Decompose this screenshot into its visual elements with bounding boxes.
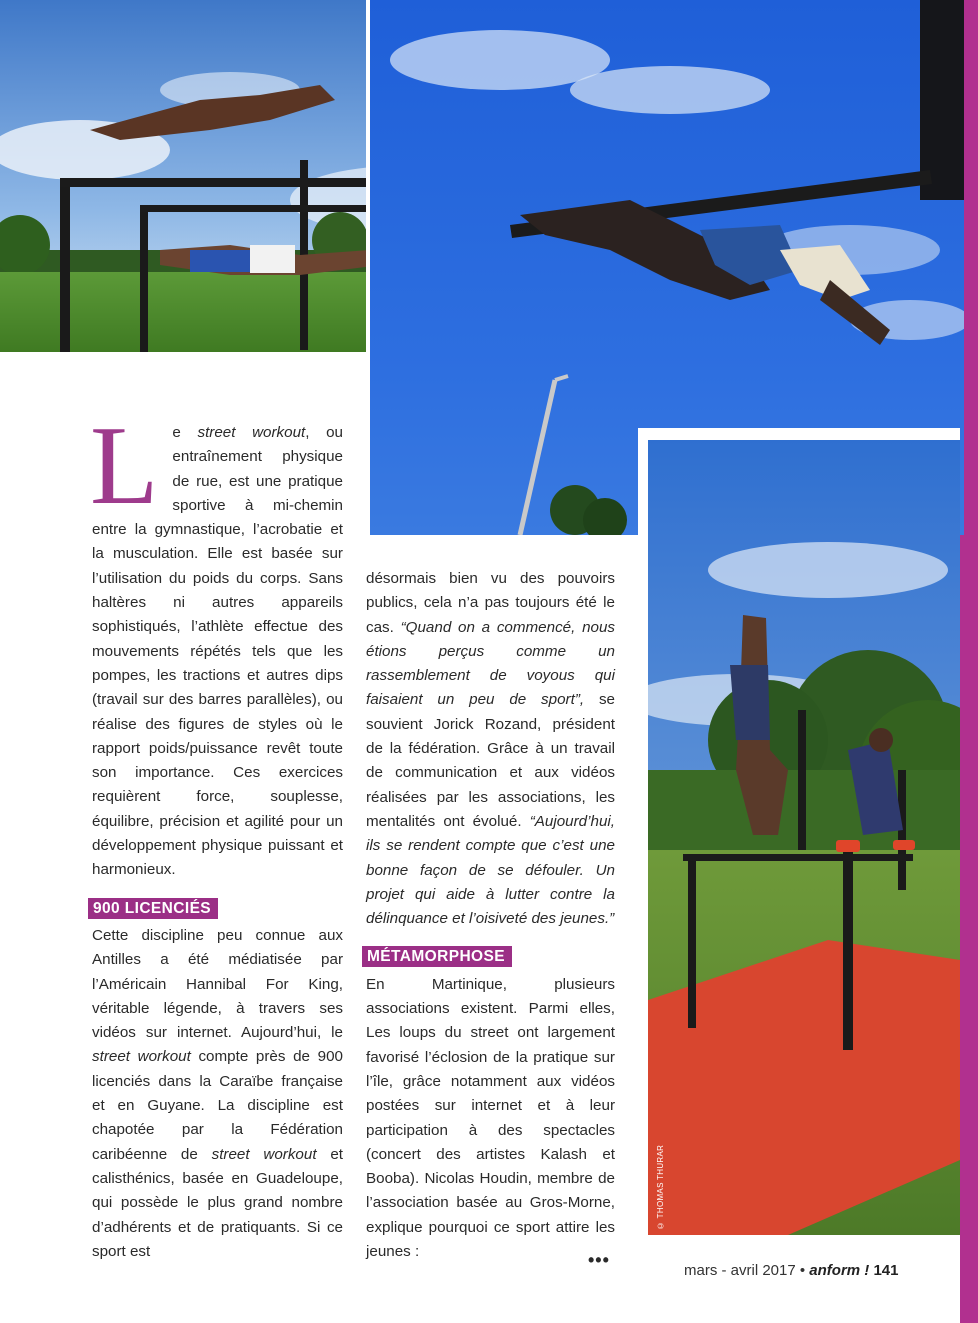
footer-separator: • bbox=[795, 1262, 810, 1279]
section1-paragraph bbox=[92, 924, 343, 1264]
section1-emphasis-1: street workout bbox=[92, 1048, 191, 1066]
photo-handstand-on-bars bbox=[648, 440, 960, 1235]
article-column-1 bbox=[90, 404, 344, 1264]
section1-text-b: compte près de 900 licenciés dans la Caraïbe française et en Guyane. La discipline est chapotée par la Fédération caribéenne de bbox=[92, 1048, 343, 1163]
photo-credit: © THOMAS THURAR bbox=[656, 1144, 665, 1230]
drop-cap: L bbox=[90, 404, 159, 528]
issue-date: mars - avril 2017 bbox=[684, 1262, 796, 1279]
article-column-2 bbox=[366, 567, 615, 1264]
section-heading-900-licencies bbox=[88, 897, 343, 922]
page-footer bbox=[684, 1262, 899, 1279]
section2-paragraph: En Martinique, plusieurs associations existent. Parmi elles, Les loups du street ont largement favorisé l’éclosion de la pratique sur l’île, grâce notamment aux vidéos postées sur internet et à leur participation à des spectacles (concert des artistes Kalash et Booba). Nicolas Houdin, membre de l’association basée au Gros-Morne, explique pourquoi ce sport attire les jeunes : bbox=[366, 975, 615, 1261]
section-heading-label: MÉTAMORPHOSE bbox=[362, 946, 512, 967]
intro-emphasis: street workout bbox=[197, 424, 306, 441]
section1-emphasis-2: street workout bbox=[211, 1145, 317, 1163]
col2-quote-1: “Quand on a commencé, nous étions perçus comme un rassemblement de voyous qui faisaient un peu de sport”, bbox=[366, 618, 616, 709]
section-heading-label: 900 LICENCIÉS bbox=[88, 898, 218, 919]
page-number: 141 bbox=[873, 1262, 899, 1279]
section1-text-c: et calisthénics, basée en Guadeloupe, qui possède le plus grand nombre d’adhérents et de pratiquants. Si ce sport est bbox=[92, 1145, 344, 1260]
intro-text-b: , ou entraînement physique de rue, est une pratique sportive à mi-chemin entre la gymnastique, l’acrobatie et la musculation. Elle est basée sur l’utilisation du poids du corps. Sans haltères ni autres appareils sophistiqués, l’athlète effectue des mouvements répétés tels que les pompes, les tractions et autres dips (travail sur des barres parallèles), ou réalise des figures de styles où le rapport poids/puissance revêt toute son importance. Ces exercices requièrent force, souplesse, équilibre, précision et agilité pour un développement physique puissant et harmonieux. bbox=[92, 424, 343, 879]
intro-text-a: e bbox=[172, 424, 198, 441]
section-heading-metamorphose bbox=[362, 945, 615, 970]
section1-text-a: Cette discipline peu connue aux Antilles a été médiatisée par l’Américain Hannibal For King, véritable légende, à travers ses vidéos sur internet. Aujourd’hui, le bbox=[92, 926, 343, 1042]
intro-paragraph bbox=[90, 404, 343, 883]
continue-mark: ••• bbox=[588, 1250, 610, 1270]
col2-text-b: se souvient Jorick Rozand, président de la fédération. Grâce à un travail de communication et aux vidéos réalisées par les associations, les mentalités ont évolué. bbox=[366, 691, 615, 830]
col2-quote-2: “Aujourd’hui, ils se rendent compte que c’est une bonne façon de se défouler. Un projet qui aide à lutter contre la délinquance et l’oisiveté des jeunes.” bbox=[366, 812, 615, 928]
col2-text-a: désormais bien vu des pouvoirs publics, cela n’a pas toujours été le cas. bbox=[366, 570, 615, 636]
col2-paragraph bbox=[366, 567, 615, 931]
magazine-name: anform ! bbox=[809, 1262, 870, 1279]
